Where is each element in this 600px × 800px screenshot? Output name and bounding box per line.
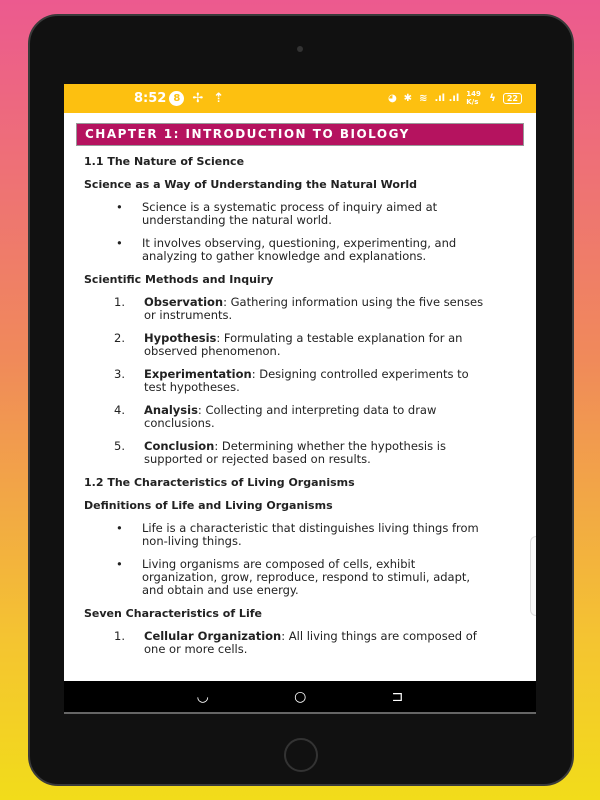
data-saver-icon: ◕	[387, 92, 397, 104]
section-heading: 1.1 The Nature of Science	[84, 155, 245, 168]
subsection-heading: Science as a Way of Understanding the Natural World	[84, 178, 418, 191]
subsection-heading: Definitions of Life and Living Organisms	[84, 499, 333, 512]
subsection-heading: Seven Characteristics of Life	[84, 607, 262, 620]
edge-panel-handle[interactable]	[530, 536, 536, 616]
list-item: 3. Experimentation: Designing controlled experiments to test hypotheses.	[114, 367, 469, 394]
home-icon[interactable]: ○	[294, 688, 307, 705]
navigation-bar	[64, 681, 536, 714]
wifi-icon: ≋	[419, 92, 428, 104]
list-item: • Science is a systematic process of inquiry aimed at understanding the natural world.	[116, 200, 438, 227]
battery-icon: 22	[503, 93, 522, 104]
section-heading: 1.2 The Characteristics of Living Organisms	[84, 476, 355, 489]
bluetooth-icon: ✱	[403, 92, 413, 104]
list-item: • It involves observing, questioning, experimenting, and analyzing to gather knowledge and explanations.	[116, 236, 457, 263]
camera	[297, 46, 303, 52]
upload-icon: ⇡	[213, 91, 225, 106]
list-item: 5. Conclusion: Determining whether the hypothesis is supported or rejected based on results.	[114, 439, 446, 466]
recents-icon[interactable]: ◡	[196, 688, 209, 705]
signal-icon: .ıl .ıl	[434, 92, 460, 104]
charging-icon: ϟ	[489, 92, 496, 104]
chapter-title: CHAPTER 1: INTRODUCTION TO BIOLOGY	[76, 123, 524, 146]
list-item: • Living organisms are composed of cells, exhibit organization, grow, reproduce, respond to stimuli, adapt, and obtain and use energy.	[116, 557, 471, 597]
back-icon[interactable]: ⊐	[391, 688, 404, 705]
home-button[interactable]	[284, 738, 318, 772]
list-item: 4. Analysis: Collecting and interpreting data to draw conclusions.	[114, 403, 437, 430]
fan-icon: ✢	[192, 91, 204, 106]
clock: 8:52	[134, 91, 167, 106]
list-item: 1. Cellular Organization: All living things are composed of one or more cells.	[114, 629, 477, 656]
notification-badge: 8	[169, 91, 184, 106]
subsection-heading: Scientific Methods and Inquiry	[84, 273, 274, 286]
network-speed: 149 K/s	[466, 90, 481, 106]
document-content	[64, 113, 536, 656]
screen	[64, 84, 536, 714]
list-item: • Life is a characteristic that distinguishes living things from non-living things.	[116, 521, 479, 548]
list-item: 1. Observation: Gathering information using the five senses or instruments.	[114, 295, 484, 322]
list-item: 2. Hypothesis: Formulating a testable explanation for an observed phenomenon.	[114, 331, 463, 358]
status-bar	[64, 84, 536, 113]
